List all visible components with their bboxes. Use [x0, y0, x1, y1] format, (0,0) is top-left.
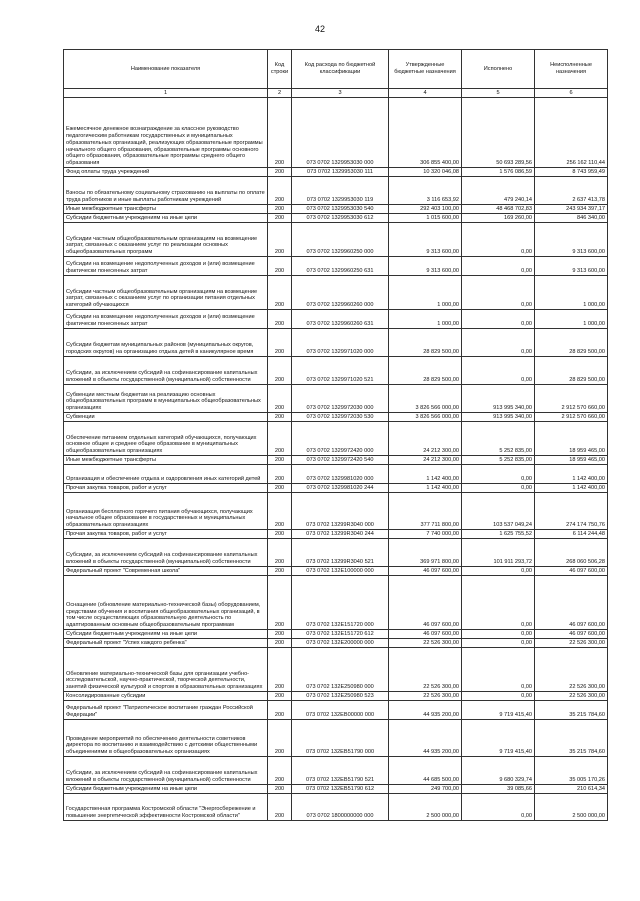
budget-execution-table	[63, 49, 608, 821]
row-executed: 9 719 415,40	[462, 720, 535, 757]
row-approved: 306 855 400,00	[389, 98, 462, 168]
row-unexecuted: 46 097 600,00	[535, 630, 608, 639]
table-row	[64, 567, 608, 576]
row-unexecuted: 1 142 400,00	[535, 484, 608, 493]
row-classification: 073 0702 1800000000 000	[292, 794, 389, 821]
row-code: 200	[268, 214, 292, 223]
row-code: 200	[268, 205, 292, 214]
row-unexecuted: 1 000,00	[535, 310, 608, 329]
row-executed: 0,00	[462, 223, 535, 257]
row-classification: 073 0702 132E151720 612	[292, 630, 389, 639]
table-row	[64, 757, 608, 785]
table-row	[64, 701, 608, 720]
row-unexecuted: 846 340,00	[535, 214, 608, 223]
row-code: 200	[268, 530, 292, 539]
row-name: Организация и обеспечение отдыха и оздоровления иных категорий детей	[64, 465, 268, 484]
table-row	[64, 692, 608, 701]
row-approved: 1 142 400,00	[389, 484, 462, 493]
row-code: 200	[268, 539, 292, 567]
row-name: Субсидии бюджетным учреждениям на иные цели	[64, 785, 268, 794]
row-executed: 0,00	[462, 567, 535, 576]
row-name: Организация бесплатного горячего питания обучающихся, получающих начальное общее образование в государственных и муниципальных образовательных организациях	[64, 493, 268, 530]
row-classification: 073 0702 132E200000 000	[292, 639, 389, 648]
row-executed: 50 693 289,56	[462, 98, 535, 168]
row-classification: 073 0702 132EB51790 521	[292, 757, 389, 785]
row-executed: 0,00	[462, 276, 535, 310]
row-unexecuted: 35 005 170,26	[535, 757, 608, 785]
table-row	[64, 484, 608, 493]
row-classification: 073 0702 132E250980 000	[292, 648, 389, 692]
row-approved: 9 313 600,00	[389, 223, 462, 257]
row-code: 200	[268, 757, 292, 785]
row-unexecuted: 28 829 500,00	[535, 357, 608, 385]
table-row	[64, 576, 608, 630]
row-unexecuted: 9 313 600,00	[535, 257, 608, 276]
row-approved: 1 015 600,00	[389, 214, 462, 223]
header-indicator-name: Наименование показателя	[64, 50, 268, 89]
row-name: Федеральный проект "Патриотическое воспитание граждан Российской Федерации"	[64, 701, 268, 720]
column-number-row	[64, 89, 608, 98]
row-code: 200	[268, 484, 292, 493]
row-executed: 913 995 340,00	[462, 385, 535, 413]
row-code: 200	[268, 456, 292, 465]
row-approved: 2 500 000,00	[389, 794, 462, 821]
row-executed: 169 260,00	[462, 214, 535, 223]
row-unexecuted: 46 097 600,00	[535, 576, 608, 630]
row-name: Проведение мероприятий по обеспечению деятельности советников директора по воспитанию и взаимодействию с детскими общественными объединениями в общеобразовательных организациях	[64, 720, 268, 757]
row-approved: 1 000,00	[389, 310, 462, 329]
row-classification: 073 0702 13299R3040 521	[292, 539, 389, 567]
row-executed: 0,00	[462, 648, 535, 692]
row-classification: 073 0702 1329953030 111	[292, 168, 389, 177]
row-code: 200	[268, 422, 292, 456]
table-row	[64, 257, 608, 276]
row-classification: 073 0702 132EB00000 000	[292, 701, 389, 720]
row-name: Фонд оплаты труда учреждений	[64, 168, 268, 177]
table-row	[64, 465, 608, 484]
row-code: 200	[268, 413, 292, 422]
row-unexecuted: 6 114 244,48	[535, 530, 608, 539]
row-classification: 073 0702 1329981020 244	[292, 484, 389, 493]
row-executed: 0,00	[462, 357, 535, 385]
row-approved: 28 829 500,00	[389, 329, 462, 357]
row-classification: 073 0702 1329960250 631	[292, 257, 389, 276]
row-approved: 369 971 800,00	[389, 539, 462, 567]
row-name: Иные межбюджетные трансферты	[64, 456, 268, 465]
row-executed: 0,00	[462, 639, 535, 648]
table-row	[64, 648, 608, 692]
row-name: Субсидии на возмещение недополученных доходов и (или) возмещение фактически понесенных затрат	[64, 310, 268, 329]
row-executed: 0,00	[462, 630, 535, 639]
row-name: Федеральный проект "Современная школа"	[64, 567, 268, 576]
row-unexecuted: 28 829 500,00	[535, 329, 608, 357]
row-classification: 073 0702 1329960260 000	[292, 276, 389, 310]
row-unexecuted: 22 526 300,00	[535, 639, 608, 648]
row-code: 200	[268, 329, 292, 357]
row-unexecuted: 2 912 570 660,00	[535, 385, 608, 413]
row-unexecuted: 22 526 300,00	[535, 692, 608, 701]
row-approved: 3 826 566 000,00	[389, 385, 462, 413]
row-approved: 22 526 300,00	[389, 648, 462, 692]
row-code: 200	[268, 794, 292, 821]
row-classification: 073 0702 1329953030 540	[292, 205, 389, 214]
row-name: Субсидии, за исключением субсидий на софинансирование капитальных вложений в объекты государственной (муниципальной) собственности	[64, 357, 268, 385]
row-code: 200	[268, 648, 292, 692]
header-executed: Исполнено	[462, 50, 535, 89]
row-approved: 44 935 200,00	[389, 720, 462, 757]
row-approved: 1 000,00	[389, 276, 462, 310]
col-number: 5	[462, 89, 535, 98]
table-row	[64, 223, 608, 257]
row-code: 200	[268, 493, 292, 530]
row-unexecuted: 8 743 959,49	[535, 168, 608, 177]
row-classification: 073 0702 1329971020 521	[292, 357, 389, 385]
row-code: 200	[268, 357, 292, 385]
row-name: Субвенции местным бюджетам на реализацию основных общеобразовательных программ в муниципальных общеобразовательных организациях	[64, 385, 268, 413]
table-body	[64, 98, 608, 821]
row-executed: 101 911 293,72	[462, 539, 535, 567]
row-classification: 073 0702 1329972030 000	[292, 385, 389, 413]
row-code: 200	[268, 639, 292, 648]
table-row	[64, 530, 608, 539]
row-code: 200	[268, 720, 292, 757]
row-executed: 39 085,66	[462, 785, 535, 794]
header-budget-classification: Код расхода по бюджетной классификации	[292, 50, 389, 89]
row-classification: 073 0702 1329971020 000	[292, 329, 389, 357]
row-approved: 24 212 300,00	[389, 456, 462, 465]
row-name: Консолидированные субсидии	[64, 692, 268, 701]
row-name: Ежемесячное денежное вознаграждение за классное руководство педагогическим работникам государственных и муниципальных образовательных организаций, реализующих образовательные программы начального общего образования, образовательные программы основного общего образования, образовательные программы среднего общего образования	[64, 98, 268, 168]
row-name: Иные межбюджетные трансферты	[64, 205, 268, 214]
table-row	[64, 413, 608, 422]
row-executed: 48 468 702,83	[462, 205, 535, 214]
table-row	[64, 98, 608, 168]
row-unexecuted: 2 500 000,00	[535, 794, 608, 821]
row-executed: 913 995 340,00	[462, 413, 535, 422]
row-name: Прочая закупка товаров, работ и услуг	[64, 484, 268, 493]
row-unexecuted: 243 934 397,17	[535, 205, 608, 214]
row-code: 200	[268, 385, 292, 413]
row-classification: 073 0702 132EB51790 000	[292, 720, 389, 757]
row-code: 200	[268, 177, 292, 205]
row-classification: 073 0702 132EB51790 612	[292, 785, 389, 794]
row-classification: 073 0702 1329953030 612	[292, 214, 389, 223]
table-row	[64, 630, 608, 639]
row-executed: 0,00	[462, 692, 535, 701]
row-unexecuted: 2 637 413,78	[535, 177, 608, 205]
row-name: Прочая закупка товаров, работ и услуг	[64, 530, 268, 539]
col-number: 3	[292, 89, 389, 98]
row-classification: 073 0702 1329960260 631	[292, 310, 389, 329]
row-unexecuted: 2 912 570 660,00	[535, 413, 608, 422]
row-executed: 0,00	[462, 310, 535, 329]
row-unexecuted: 1 000,00	[535, 276, 608, 310]
row-unexecuted: 18 959 465,00	[535, 456, 608, 465]
row-approved: 10 320 046,08	[389, 168, 462, 177]
row-classification: 073 0702 1329981020 000	[292, 465, 389, 484]
row-name: Государственная программа Костромской области "Энергосбережение и повышение энергетической эффективности Костромской области"	[64, 794, 268, 821]
row-name: Субсидии частным общеобразовательным организациям на возмещение затрат, связанных с оказанием услуг по организации питания отдельных категорий обучающихся	[64, 276, 268, 310]
row-executed: 5 252 835,00	[462, 422, 535, 456]
col-number: 6	[535, 89, 608, 98]
row-code: 200	[268, 310, 292, 329]
row-approved: 292 403 100,00	[389, 205, 462, 214]
row-classification: 073 0702 1329972420 540	[292, 456, 389, 465]
row-approved: 377 711 800,00	[389, 493, 462, 530]
row-unexecuted: 35 215 784,60	[535, 720, 608, 757]
row-unexecuted: 18 959 465,00	[535, 422, 608, 456]
row-name: Субсидии частным общеобразовательным организациям на возмещение затрат, связанных с оказанием услуг по реализации основных общеобразовательных программ	[64, 223, 268, 257]
row-executed: 0,00	[462, 484, 535, 493]
row-name: Субсидии бюджетным учреждениям на иные цели	[64, 214, 268, 223]
row-classification: 073 0702 1329972420 000	[292, 422, 389, 456]
row-name: Взносы по обязательному социальному страхованию на выплаты по оплате труда работников и иные выплаты работникам учреждений	[64, 177, 268, 205]
table-row	[64, 168, 608, 177]
row-classification: 073 0702 13299R3040 000	[292, 493, 389, 530]
row-name: Федеральный проект "Успех каждого ребенка"	[64, 639, 268, 648]
row-executed: 0,00	[462, 794, 535, 821]
row-approved: 3 116 653,92	[389, 177, 462, 205]
row-executed: 0,00	[462, 329, 535, 357]
row-executed: 0,00	[462, 576, 535, 630]
row-executed: 1 576 086,59	[462, 168, 535, 177]
row-unexecuted: 210 614,34	[535, 785, 608, 794]
row-classification: 073 0702 1329953030 000	[292, 98, 389, 168]
row-approved: 28 829 500,00	[389, 357, 462, 385]
header-row-code: Код строки	[268, 50, 292, 89]
row-name: Субсидии бюджетам муниципальных районов (муниципальных округов, городских округов) на организацию отдыха детей в каникулярное время	[64, 329, 268, 357]
row-approved: 46 097 600,00	[389, 630, 462, 639]
table-row	[64, 539, 608, 567]
row-name: Субсидии бюджетным учреждениям на иные цели	[64, 630, 268, 639]
row-code: 200	[268, 276, 292, 310]
table-row	[64, 205, 608, 214]
row-name: Обновление материально-технической базы для организации учебно-исследовательской, научно-практической, творческой деятельности, занятий физической культурой и спортом в образовательных организациях	[64, 648, 268, 692]
row-executed: 0,00	[462, 465, 535, 484]
row-approved: 249 700,00	[389, 785, 462, 794]
row-approved: 46 097 600,00	[389, 567, 462, 576]
header-unexecuted: Неисполненные назначения	[535, 50, 608, 89]
row-classification: 073 0702 1329972030 530	[292, 413, 389, 422]
table-row	[64, 385, 608, 413]
table-row	[64, 456, 608, 465]
table-row	[64, 493, 608, 530]
col-number: 4	[389, 89, 462, 98]
row-executed: 5 252 835,00	[462, 456, 535, 465]
row-code: 200	[268, 223, 292, 257]
row-approved: 1 142 400,00	[389, 465, 462, 484]
row-classification: 073 0702 132E100000 000	[292, 567, 389, 576]
col-number: 1	[64, 89, 268, 98]
row-code: 200	[268, 785, 292, 794]
table-row	[64, 639, 608, 648]
row-unexecuted: 46 097 600,00	[535, 567, 608, 576]
row-executed: 1 625 755,52	[462, 530, 535, 539]
row-classification: 073 0702 132E250980 523	[292, 692, 389, 701]
row-unexecuted: 35 215 784,60	[535, 701, 608, 720]
row-code: 200	[268, 257, 292, 276]
row-approved: 46 097 600,00	[389, 576, 462, 630]
row-unexecuted: 274 174 750,76	[535, 493, 608, 530]
page-number: 42	[314, 24, 325, 34]
row-unexecuted: 268 060 506,28	[535, 539, 608, 567]
row-code: 200	[268, 701, 292, 720]
table-row	[64, 329, 608, 357]
row-approved: 7 740 000,00	[389, 530, 462, 539]
row-approved: 44 935 200,00	[389, 701, 462, 720]
row-unexecuted: 22 526 300,00	[535, 648, 608, 692]
row-name: Субсидии на возмещение недополученных доходов и (или) возмещение фактически понесенных затрат	[64, 257, 268, 276]
row-code: 200	[268, 465, 292, 484]
row-unexecuted: 9 313 600,00	[535, 223, 608, 257]
table-row	[64, 310, 608, 329]
row-executed: 103 537 049,24	[462, 493, 535, 530]
row-name: Субвенции	[64, 413, 268, 422]
header-approved: Утвержденные бюджетные назначения	[389, 50, 462, 89]
row-code: 200	[268, 98, 292, 168]
row-approved: 22 526 300,00	[389, 692, 462, 701]
row-unexecuted: 1 142 400,00	[535, 465, 608, 484]
row-code: 200	[268, 630, 292, 639]
row-approved: 3 826 566 000,00	[389, 413, 462, 422]
row-executed: 9 719 415,40	[462, 701, 535, 720]
table-row	[64, 177, 608, 205]
table-header-row	[64, 50, 608, 89]
table-row	[64, 422, 608, 456]
row-approved: 22 526 300,00	[389, 639, 462, 648]
table-row	[64, 785, 608, 794]
row-approved: 9 313 600,00	[389, 257, 462, 276]
table-row	[64, 720, 608, 757]
table-row	[64, 214, 608, 223]
row-classification: 073 0702 13299R3040 244	[292, 530, 389, 539]
table-row	[64, 276, 608, 310]
row-name: Субсидии, за исключением субсидий на софинансирование капитальных вложений в объекты государственной (муниципальной) собственности	[64, 757, 268, 785]
col-number: 2	[268, 89, 292, 98]
row-name: Оснащение (обновление материально-технической базы) оборудованием, средствами обучения и воспитания общеобразовательных организаций, в том числе осуществляющих образовательную деятельность по адаптированным основным общеобразовательным программам	[64, 576, 268, 630]
row-executed: 479 240,14	[462, 177, 535, 205]
row-name: Обеспечение питанием отдельных категорий обучающихся, получающих основное общее и среднее общее образование в муниципальных общеобразовательных организациях	[64, 422, 268, 456]
table-row	[64, 794, 608, 821]
row-approved: 44 685 500,00	[389, 757, 462, 785]
row-code: 200	[268, 692, 292, 701]
row-classification: 073 0702 132E151720 000	[292, 576, 389, 630]
row-name: Субсидии, за исключением субсидий на софинансирование капитальных вложений в объекты государственной (муниципальной) собственности	[64, 539, 268, 567]
row-executed: 9 680 329,74	[462, 757, 535, 785]
row-code: 200	[268, 576, 292, 630]
row-approved: 24 212 300,00	[389, 422, 462, 456]
row-classification: 073 0702 1329960250 000	[292, 223, 389, 257]
row-unexecuted: 256 162 110,44	[535, 98, 608, 168]
row-executed: 0,00	[462, 257, 535, 276]
row-code: 200	[268, 567, 292, 576]
table-row	[64, 357, 608, 385]
row-classification: 073 0702 1329953030 119	[292, 177, 389, 205]
row-code: 200	[268, 168, 292, 177]
